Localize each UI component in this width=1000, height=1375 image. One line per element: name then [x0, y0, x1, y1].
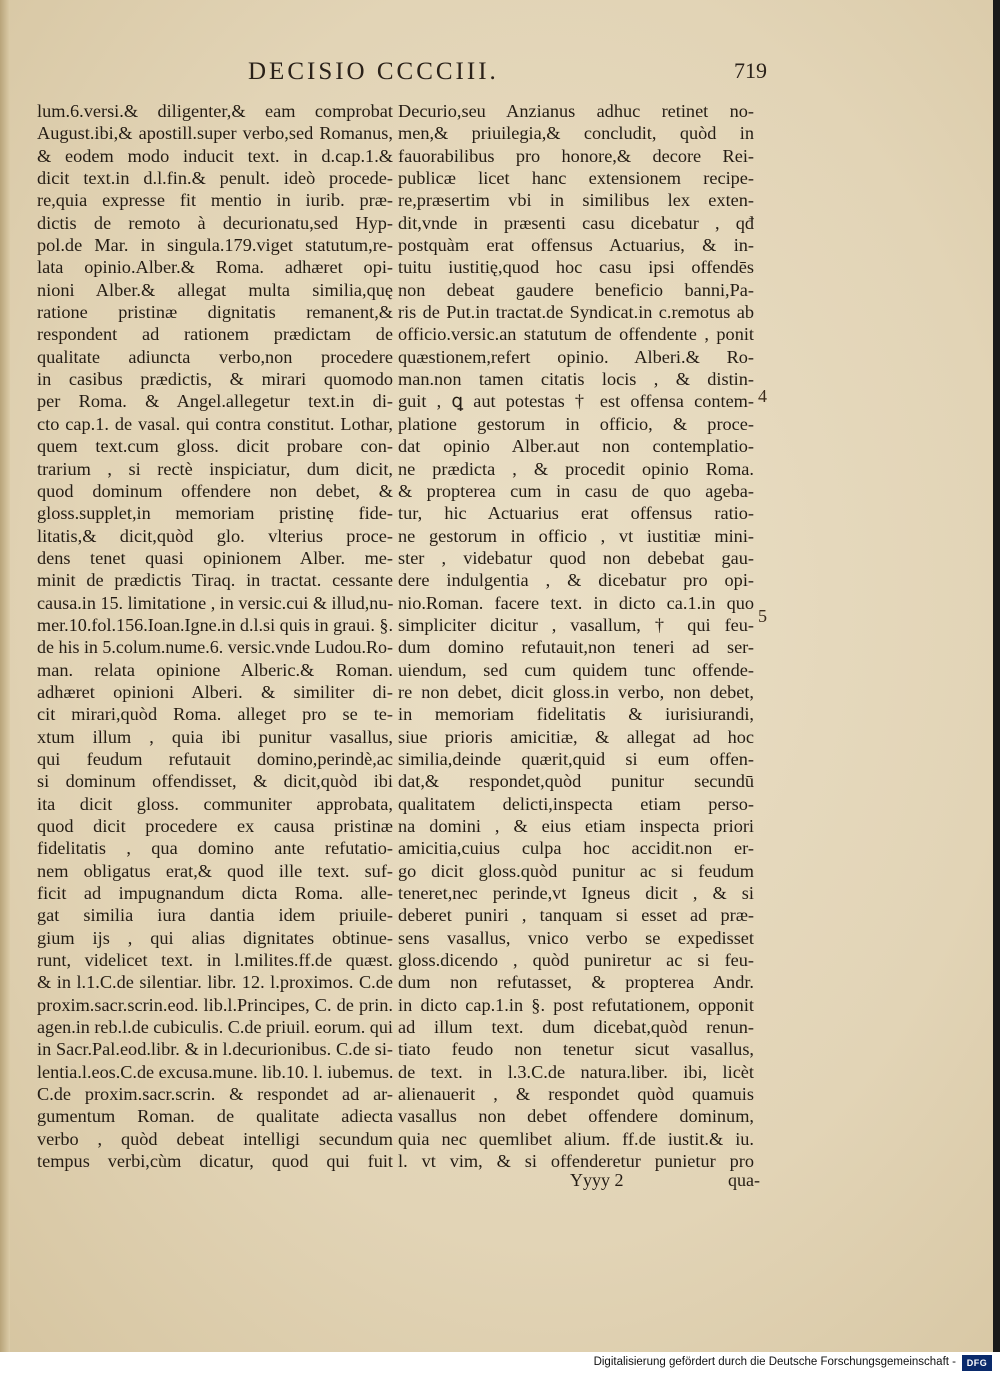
text-line: gat similia iura dantia idem priuile- [37, 905, 393, 926]
text-line: minit de prædictis Tiraq. in tractat. cessante [37, 570, 393, 591]
text-line: dat opinio Alber.aut non contemplatio- [398, 436, 754, 457]
text-line: gumentum Roman. de qualitate adiecta [37, 1106, 393, 1127]
text-line: tiato feudo non tenetur sicut vasallus, [398, 1039, 754, 1060]
text-line: platione gestorum in officio, & proce- [398, 413, 754, 434]
text-line: causa.in 15. limitatione , in versic.cui & illud,nu- [37, 592, 394, 613]
text-line: quod dicit procedere ex causa pristinæ [37, 816, 393, 836]
text-line: simpliciter dicitur , vasallum, † qui feu- [398, 614, 754, 635]
text-line: qui feudum refutauit domino,perindè,ac [37, 748, 393, 769]
margin-note: 5 [758, 606, 767, 626]
text-line: ad illum text. dum dicebat,quòd renun- [398, 1017, 754, 1038]
text-line: lum.6.versi.& diligenter,& eam comprobat [37, 101, 393, 121]
text-line: men,& priuilegia,& concludit, quòd in [398, 123, 754, 144]
text-line: in casibus prædictis, & mirari quomodo [37, 369, 393, 390]
text-line: uiendum, sed cum quidem tunc offende- [398, 659, 754, 680]
text-line: non debeat gaudere beneficio banni,Pa- [398, 279, 754, 300]
text-line: August.ibi,& apostill.super verbo,sed Romanus, [37, 123, 393, 144]
footer-bar [0, 1352, 1000, 1375]
text-line: ster , videbatur quod non debebat gau- [398, 547, 754, 568]
text-line: postquàm erat offensus Actuarius, & in- [398, 235, 754, 256]
text-line: trarium , si rectè inspiciatur, dum dicit, [37, 458, 393, 479]
text-line: pol.de Mar. in singula.179.viget statutum,re- [37, 235, 393, 256]
text-line: quia nec quemlibet alium. ff.de iustit.& iu. [398, 1128, 754, 1149]
right-text-column [398, 100, 754, 1173]
text-line: dum domino refutauit,non teneri ad ser- [398, 637, 754, 658]
text-line: vasallus non debet offendere dominum, [398, 1106, 754, 1127]
text-line: & eodem modo inducit text. in d.cap.1.& [37, 145, 393, 166]
text-line: dat,& respondet,quòd punitur secundū [398, 771, 754, 792]
signature-mark: Yyyy 2 [570, 1170, 624, 1190]
text-line: cit mirari,quòd Roma. alleget pro se te- [37, 704, 393, 725]
text-line: in memoriam fidelitatis & iurisiurandi, [398, 704, 754, 725]
margin-note: 4 [758, 386, 767, 406]
text-line: tur, hic Actuarius erat offensus ratio- [398, 503, 754, 524]
text-line: agen.in reb.l.de cubiculis. C.de priuil. eorum. qui [37, 1017, 393, 1038]
funding-notice: Digitalisierung gefördert durch die Deutsche Forschungsgemeinschaft - [593, 1356, 956, 1368]
text-line: l. vt vim, & si offenderetur punietur pro [398, 1151, 754, 1172]
text-line: deberet puniri , tanquam si esset ad præ- [398, 905, 754, 926]
text-line: nioni Alber.& allegat multa similia,quę [37, 279, 393, 300]
text-line: tuitu iustitię,quod hoc casu ipsi offendēs [398, 257, 754, 278]
text-line: ratione pristinæ dignitatis remanent,& [37, 302, 393, 323]
text-line: re non debet, dicit gloss.in verbo, non debet, [398, 681, 754, 702]
text-line: dicit text.in d.l.fin.& penult. ideò procede- [37, 168, 393, 189]
text-line: in Sacr.Pal.eod.libr. & in l.decurionibus. C.de si- [37, 1039, 393, 1060]
text-line: verbo , quòd debeat intelligi secundum [37, 1128, 393, 1149]
text-line: dictis de remoto à decurionatu,sed Hyp- [37, 212, 393, 233]
text-line: xtum illum , quia ibi punitur vasallus, [37, 726, 393, 747]
text-line: ne prædicta , & procedit opinio Roma. [398, 458, 754, 479]
text-line: siue prioris amicitiæ, & allegat ad hoc [398, 726, 754, 747]
text-line: de his in 5.colum.nume.6. versic.vnde Ludou.Ro- [37, 637, 394, 658]
running-head: DECISIO CCCCIII. [248, 58, 499, 85]
text-line: guit , ꝗ aut potestas † est offensa contem- [398, 391, 754, 412]
text-line: nem obligatus erat,& quod ille text. suf- [37, 860, 393, 881]
text-line: man. relata opinione Alberic.& Roman. [37, 659, 393, 680]
text-line: proxim.sacr.scrin.eod. lib.l.Principes, C. de prin. [37, 994, 393, 1015]
text-line: & in l.1.C.de silentiar. libr. 12. l.proximos. C.de [37, 972, 393, 993]
text-line: tempus verbi,cùm dicatur, quod qui fuit [37, 1151, 393, 1172]
page-header [248, 58, 788, 92]
text-line: dere indulgentia , & dicebatur pro opi- [398, 570, 754, 591]
text-line: ficit ad impugnandum dicta Roma. alle- [37, 883, 393, 904]
text-line: & propterea cum in casu de quo ageba- [398, 480, 754, 501]
text-line: mer.10.fol.156.Ioan.Igne.in d.l.si quis in graui. §. [37, 614, 393, 635]
text-line: litatis,& dicit,quòd glo. vlterius proce- [37, 525, 393, 546]
text-line: lentia.l.eos.C.de excusa.mune. lib.10. l. iubemus. [37, 1061, 394, 1082]
catchword: qua- [728, 1170, 760, 1190]
text-line: gloss.supplet,in memoriam pristinę fide- [37, 503, 393, 524]
left-text-column [37, 100, 393, 1173]
text-line: lata opinio.Alber.& Roma. adhæret opi- [37, 257, 393, 278]
text-line: nio.Roman. facere text. in dicto ca.1.in quo [398, 592, 754, 613]
text-line: C.de proxim.sacr.scrin. & respondet ad ar- [37, 1084, 393, 1105]
text-line: fauorabilibus pro honore,& decore Rei- [398, 145, 754, 166]
text-line: quæstionem,refert opinio. Alberi.& Ro- [398, 346, 754, 367]
text-line: quem text.cum gloss. dicit probare con- [37, 436, 393, 457]
text-line: dum non refutasset, & propterea Andr. [398, 972, 754, 993]
text-line: adhæret opinioni Alberi. & similiter di- [37, 681, 393, 702]
text-line: ne gestorum in officio , vt iustitiæ mini- [398, 525, 754, 546]
text-line: alienauerit , & respondet quòd quamuis [398, 1084, 754, 1105]
text-line: man.non tamen citatis locis , & distin- [398, 369, 754, 390]
page-number: 719 [734, 58, 767, 83]
text-line: per Roma. & Angel.allegetur text.in di- [37, 391, 393, 412]
text-line: teneret,nec perinde,vt Igneus dicit , & si [398, 883, 754, 904]
text-line: na domini , & eius etiam inspecta priori [398, 816, 754, 836]
text-line: similia,deinde quærit,quid si eum offen- [398, 748, 754, 769]
text-line: publicæ licet hanc extensionem recipe- [398, 168, 754, 189]
text-line: go dicit gloss.quòd punitur ac si feudum [398, 860, 754, 881]
text-line: dens tenet quasi opinionem Alber. me- [37, 547, 393, 568]
text-line: ris de Put.in tractat.de Syndicat.in c.remotus ab [398, 302, 754, 323]
dfg-logo: DFG [962, 1355, 992, 1371]
text-line: runt, videlicet text. in l.milites.ff.de quæst. [37, 950, 393, 971]
text-line: amicitia,cuius culpa hoc accidit.non er- [398, 838, 754, 859]
text-line: officio.versic.an statutum de offendente , ponit [398, 324, 754, 345]
text-line: sens vasallus, vnico verbo se expedisset [398, 927, 754, 948]
text-line: cto cap.1. de vasal. qui contra constitut. Lothar, [37, 413, 393, 434]
text-line: in dicto cap.1.in §. post refutationem, opponit [398, 994, 754, 1015]
text-line: quod dominum offendere non debet, & [37, 480, 393, 501]
text-line: re,quia expresse fit mentio in iurib. præ- [37, 190, 393, 211]
text-line: si dominum offendisset, & dicit,quòd ibi [37, 771, 393, 792]
text-line: qualitate adiuncta verbo,non procedere [37, 346, 393, 367]
text-line: qualitatem delicti,inspecta etiam perso- [398, 793, 754, 814]
text-line: de text. in l.3.C.de natura.liber. ibi, licèt [398, 1061, 754, 1082]
text-line: ita dicit gloss. communiter approbata, [37, 793, 393, 814]
text-line: re,præsertim vbi in similibus lex exten- [398, 190, 754, 211]
page-binding-edge [0, 0, 10, 1352]
text-line: gium ijs , qui alias dignitates obtinue- [37, 927, 393, 948]
text-line: respondent ad rationem prædictam de [37, 324, 393, 345]
text-line: dit,vnde in præsenti casu dicebatur , qđ [398, 212, 754, 233]
text-line: gloss.dicendo , quòd puniretur ac si feu- [398, 950, 754, 971]
text-line: fidelitatis , qua domino ante refutatio- [37, 838, 393, 859]
text-line: Decurio,seu Anzianus adhuc retinet no- [398, 101, 754, 121]
